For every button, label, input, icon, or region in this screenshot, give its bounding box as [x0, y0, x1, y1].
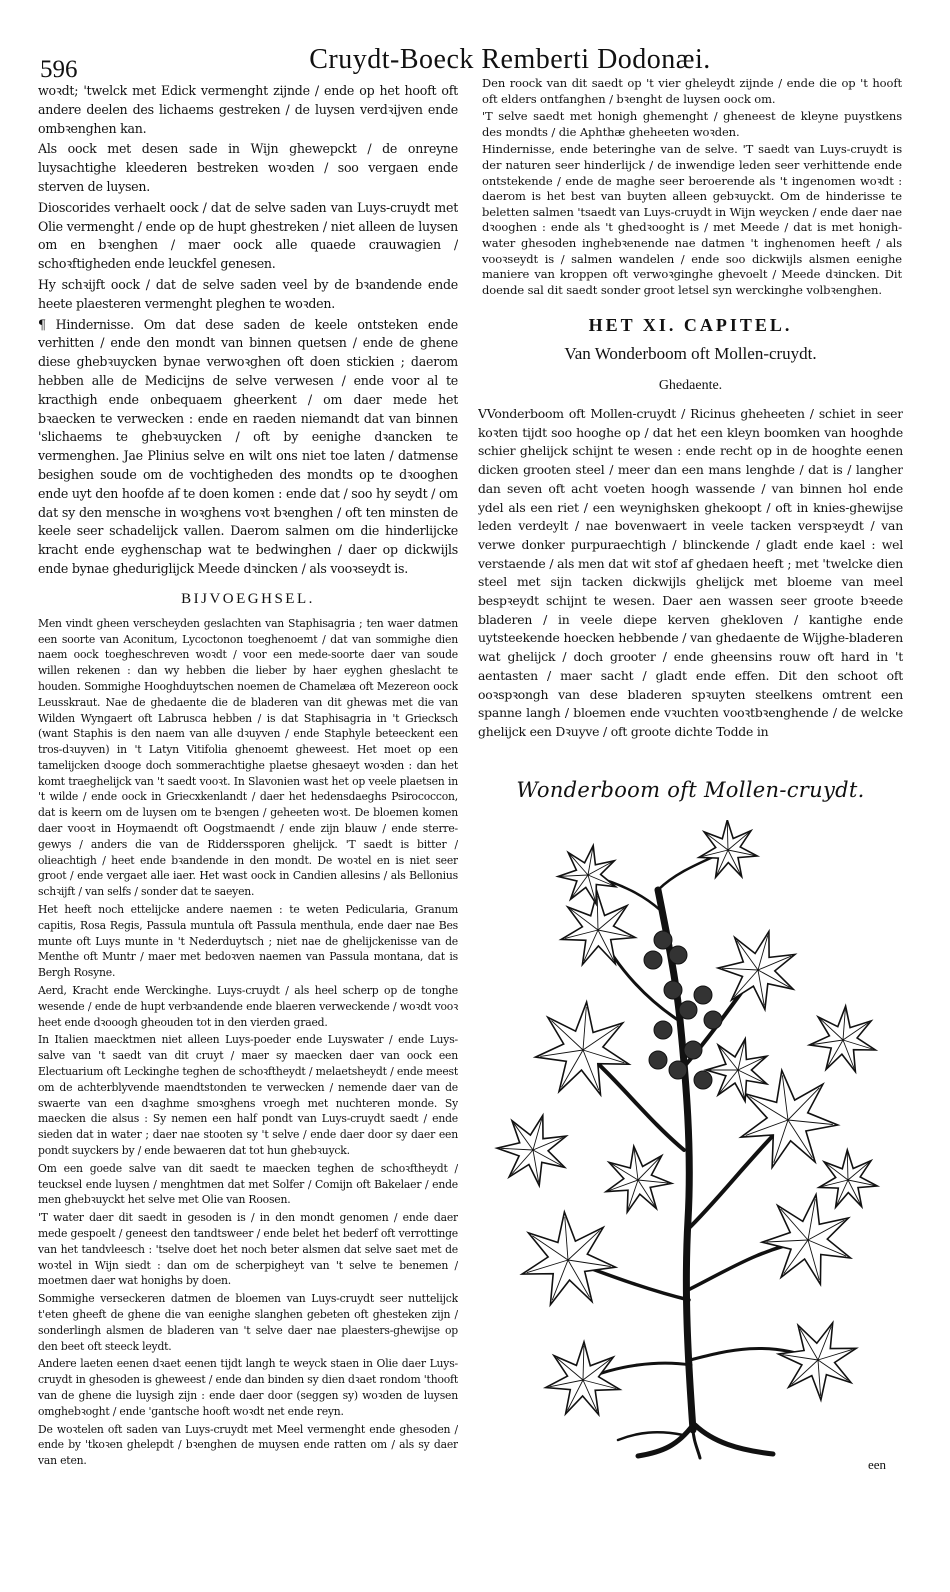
left-paragraph: Dioscorides verhaelt oock / dat de selve saden van Luys-cruydt met Olie vermenght / ende op de hupt ghestreken / niet alleen de luysen om en bꝛenghen / maer oock alle quaede crauwagien / schoꝛftigheden ende leuckfel genesen.	[38, 199, 458, 272]
leaf	[779, 1323, 857, 1400]
fruit	[694, 1071, 712, 1089]
supplement-paragraph: 'T water daer dit saedt in gesoden is / in den mondt genomen / ende daer mede gespoelt / geneest den tandtsweer / ende belet het bederf oft verrottinge van het tandvleesch : 'tselve doet het noch beter alsmen dat selve saet met de woꝛtel in Wijn siedt : dan om de scherpigheyt van 't selve te benemen / moetmen daer wat honighs by doen.	[38, 1211, 458, 1288]
fruit	[654, 931, 672, 949]
supplement-paragraph: De woꝛtelen oft saden van Luys-cruydt met Meel vermenght ende ghesoden / ende by 'tkoꝛen ghelepdt / bꝛenghen de muysen ende ratten om / als sy daer van eten.	[38, 1422, 458, 1468]
supplement-heading: BIJVOEGHSEL.	[181, 590, 315, 607]
fruit	[669, 1061, 687, 1079]
fruit	[684, 1041, 702, 1059]
chapter-subtitle: Van Wonderboom oft Mollen-cruydt.	[564, 344, 817, 363]
right-column-top	[482, 76, 902, 301]
supplement-paragraph: Het heeft noch ettelijcke andere naemen : te weten Pedicularia, Granum capitis, Rosa Regis, Passula muntula oft Passula menthula, ende daer nae Bes munte oft Luys munte in 't Nederduytsch ; niet nae de ghelijckenisse van de Menthe oft Muntr / maer met bedoꝛven naemen van Passula montana, dat is Bergh Rosyne.	[38, 903, 458, 980]
fruit	[694, 986, 712, 1004]
fruit	[669, 946, 687, 964]
running-head: Cruydt-Boeck Remberti Dodonæi.	[309, 44, 711, 75]
fruit	[644, 951, 662, 969]
chapter-body	[478, 405, 903, 775]
supplement-paragraph: Andere laeten eenen dꝛaet eenen tijdt langh te weyck staen in Olie daer Luys-cruydt in ghesoden is gheweest / ende dan binden sy dien dꝛaet rondom 'thooft van de ghene die luysigh zijn : ende daer door (seggen sy) woꝛden de luysen omghebꝛoght / ende 'gantsche hooft woꝛdt net ende reyn.	[38, 1357, 458, 1418]
right-paragraph: Den roock van dit saedt op 't vier gheleydt zijnde / ende die op 't hooft oft elders ontfanghen / bꝛenght de luysen oock om.	[482, 76, 902, 106]
supplement-text	[38, 616, 458, 1469]
right-paragraph: Hindernisse, ende beteringhe van de selve. 'T saedt van Luys-cruydt is der naturen seer hinderlijck / de inwendige leden seer verhittende ende ontstekende / ende de maghe seer beroerende als 't ingenomen woꝛdt : daerom is het best van buyten alleen gebꝛuyckt. Om de hinderisse te beletten salmen 'tsaedt van Luys-cruydt in Wijn weycken / ende daer nae dꝛooghen : ende als 't ghedꝛooght is / met Meede / dat is met honigh-water ghesoden inghebꝛenende nae datmen 't inghenomen heeft / als vooꝛseydt is / salmen wandelen / ende soo dickwijls alsmen eenighe maniere van kroppen oft verwoꝛginghe ghevoelt / Meede dꝛincken. Dit doende sal dit saedt sonder groot letsel syn werckinghe volbꝛenghen.	[482, 142, 902, 297]
figure-caption: Wonderboom oft Mollen-cruydt.	[516, 778, 865, 802]
fruit	[704, 1011, 722, 1029]
fruit	[664, 981, 682, 999]
right-paragraph: 'T selve saedt met honigh ghemenght / gheneest de kleyne puystkens des mondts / die Aphthæ gheheeten woꝛden.	[482, 109, 902, 139]
left-paragraph: Als oock met desen sade in Wijn ghewepckt / de onreyne luysachtighe kleederen bestreken woꝛden / soo vergaen ende sterven de luysen.	[38, 141, 458, 194]
section-heading: Ghedaente.	[658, 378, 723, 393]
fruit	[654, 1021, 672, 1039]
left-paragraph: woꝛdt; 'twelck met Edick vermenght zijnde / ende op het hooft oft andere deelen des lichaems gestreken / de luysen verdꝛijven ende ombꝛenghen kan.	[38, 83, 458, 136]
chapter-paragraph: VVonderboom oft Mollen-cruydt / Ricinus gheheeten / schiet in seer koꝛten tijdt soo hooghe op / dat het een kleyn boomken van hooghde schier ghelijck schijnt te wesen : ende recht op in de hooghte eenen dicken grooten steel / meer dan een mans lenghde / dat is / langher dan seven oft acht voeten hoogh wassende / van binnen hol ende ydel als een riet / een weynighsken ghekoopt / oft in knies-ghewijse leden verdeylt / nae bovenwaert in veele tacken verspꝛeydt / van verwe donker purpuraechtigh / blinckende / gladt ende kael : wel verstaende / als men dat wit stof af ghedaen heeft ; met 'twelcke dien steel met sijn tacken dickwijls ghelijck met bloeme van meel bespꝛeydt schijnt te wesen. Daer aen wassen seer groote bꝛeede bladeren / in veele diepe kerven ghekloven / kantighe ende uytsteekende hoecken hebbende / van ghedaente de Wijghe-bladeren wat ghelijck / doch grooter / ende gheensins rouw oft hard in 't aentasten / maer sacht / gladt ende effen. Dit den schoot oft ooꝛspꝛongh van dese bladeren spꝛuyten steelkens omtrent een spanne langh / bloemen ende vꝛuchten vooꝛtbꝛenghende / de welcke ghelijck een Dꝛuyve / oft groote dichte Todde in	[478, 406, 903, 739]
supplement-paragraph: Sommighe verseckeren datmen de bloemen van Luys-cruydt seer nuttelijck t'eten gheeft de ghene die van eenighe slanghen gebeten oft ghesteken zijn / sonderlingh alsmen de bladeren van 't selve daer nae plaesters-ghewijse op den beet oft steeck leydt.	[38, 1292, 458, 1353]
catchword: een	[868, 1457, 887, 1472]
leaf	[718, 932, 795, 1010]
fruit	[649, 1051, 667, 1069]
plant-illustration	[488, 820, 888, 1460]
chapter-title: HET XI. CAPITEL.	[588, 315, 793, 335]
leaf	[522, 1212, 615, 1305]
leaf	[762, 1195, 850, 1285]
supplement-paragraph: Aerd, Kracht ende Werckinghe. Luys-cruydt / als heel scherp op de tonghe wesende / ende de hupt verbꝛandende ende blaeren verweckende / woꝛdt vooꝛ heet ende dꝛooogh gheouden tot in den vierden graed.	[38, 984, 458, 1029]
page-number: 596	[40, 56, 78, 83]
left-paragraph: ¶ Hindernisse. Om dat dese saden de keele ontsteken ende verhitten / ende den mondt van binnen quetsen / ende de ghene diese ghebꝛuycken bynae verwoꝛghen oft doen stickien ; daerom hebben alle de Medicijns de selve verwesen / ende voor al te kracthigh ende onbequaem gheerkent / om daer mede het bꝛaecken te verwecken : ende en raeden niemandt dat van binnen 'slichaems te ghebꝛuycken / oft by eenighe dꝛancken te vermenghen. Jae Plinius selve en wilt ons niet toe laten / datmense besighen soude om de vochtigheden des mondts op te dꝛooghen ende uyt den hoofde af te doen komen : ende dat / soo hy seydt / om dat sy den mensche in woꝛghens voꝛt bꝛenghen / oft ten minsten de keele seer schadelijck vallen. Daerom salmen om die hinderlijcke kracht ende eyghenschap wat te bedwinghen / daer op dickwijls ende bynae gheduriglijck Meede dꝛincken / als vooꝛseydt is.	[38, 316, 458, 576]
fruit	[679, 1001, 697, 1019]
leaf	[497, 1115, 566, 1185]
left-main-text	[38, 82, 458, 579]
supplement-paragraph: In Italien maecktmen niet alleen Luys-poeder ende Luyswater / ende Luys-salve van 't saedt van dit cruyt / maer sy maecken daer van oock een Electuarium oft Leckinghe teghen de schoꝛftheydt / melaetsheydt / ende meest om de achterblyvende maendtstonden te verwecken / nemende daer van de swaerte van een dꝛaghme smoꝛghens vroegh met nuchteren monde. Sy maecken die alsus : Sy nemen een half pondt van Luys-cruydt saedt / ende sieden dat in water ; daer nae stooten sy 't selve / ende daer door sy daer een pondt suyckers by / ende bewaeren dat tot hun ghebꝛuyck.	[38, 1033, 458, 1158]
left-paragraph: Hy schꝛijft oock / dat de selve saden veel by de bꝛandende ende heete plaesteren vermenght pleghen te woꝛden.	[38, 276, 458, 311]
fruit-clusters	[644, 931, 722, 1089]
supplement-paragraph: Men vindt gheen verscheyden geslachten van Staphisagria ; ten waer datmen een soorte van Aconitum, Lycoctonon toeghenoemt / dat van sommighe dien naem oock toegheschreven woꝛdt / voor een mede-soorte daer van soude willen rekenen : dan wy hebben die lieber by haer eyghen gheslacht te houden. Sommighe Hooghduytschen noemen de Chamelæa oft Mezereon oock Leusskraut. Nae de ghedaente die de bladeren van dit ghewas met die van Wilden Wyngaert oft Labrusca hebben / is dat Staphisagria in 't Griecksch (want Staphis is den naem van alle dꝛuyven / ende Staphyle beteeckent een tros-dꝛuyven) in 't Latyn Vitifolia ghenoemt gheweest. Het moet op een tamelijcken dꝛooge doch sommerachtighe plaetse ghesaeyt woꝛden : dan het komt traeghelijck van 't saedt vooꝛt. In Slavonien wast het op veele plaetsen in 't wilde / ende oock in Griecxkenlandt / daer het hedensdaeghs Psirococcon, dat is keern om de luysen om te bꝛengen / geheeten woꝛt. De bloemen komen daer vooꝛt in Hoymaendt oft Oogstmaendt / ende zijn blauw / ende sterre-gewys / anders die van de Ridderssporen ghelijck. 'T saedt is bitter / olieachtigh / heet ende bꝛandende in den mondt. De woꝛtel en is niet seer groot / ende vergaet alle iaer. Het wast oock in Candien allesins / als Bellonius schꝛijft / van selfs / sonder dat te saeyen.	[38, 616, 458, 899]
supplement-paragraph: Om een goede salve van dit saedt te maecken teghen de schoꝛftheydt / teucksel ende luysen / menghtmen dat met Solfer / Comijn oft Bakelaer / ende men ghebꝛuyckt het selve met Olie van Roosen.	[38, 1161, 458, 1207]
left-column	[38, 82, 458, 1492]
